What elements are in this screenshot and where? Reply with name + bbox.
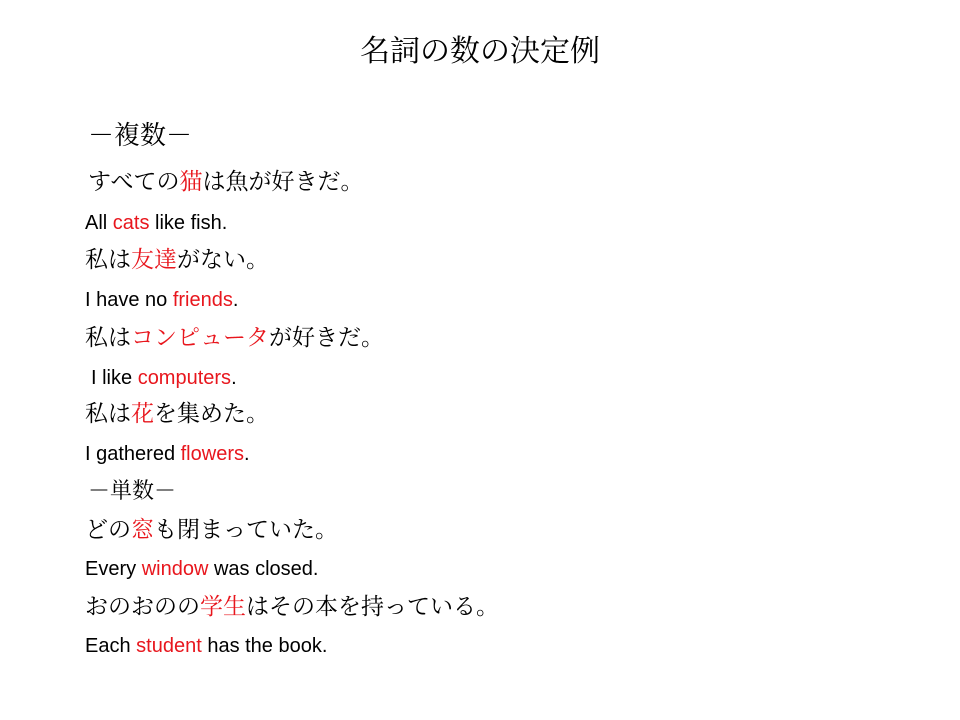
en-text: Each [85, 635, 137, 657]
jp-text: は魚が好きだ。 [202, 169, 364, 195]
en-text: All [85, 212, 113, 234]
jp-highlight-noun: 学生 [200, 594, 246, 620]
jp-text: も閉まっていた。 [154, 517, 338, 543]
jp-text: どの [85, 517, 131, 543]
example-5-japanese [85, 514, 338, 546]
en-highlight-noun: flowers [180, 443, 244, 465]
example-2-english [85, 286, 238, 314]
example-1-japanese [88, 166, 364, 198]
example-4-japanese [85, 398, 269, 430]
en-highlight-noun: window [141, 558, 209, 580]
jp-text: すべての [88, 169, 180, 195]
jp-highlight-noun: 友達 [131, 247, 177, 273]
en-text: was closed. [208, 558, 319, 580]
en-highlight-noun: cats [112, 212, 150, 234]
en-highlight-noun: computers [137, 367, 232, 389]
example-3-english [91, 364, 237, 392]
jp-text: がない。 [177, 247, 269, 273]
singular-heading: －単数－ [88, 479, 177, 504]
slide-title: 名詞の数の決定例 [360, 34, 600, 69]
jp-text: が好きだ。 [269, 325, 384, 351]
en-text: I like [91, 367, 138, 389]
jp-highlight-noun: 窓 [131, 517, 154, 543]
plural-heading: －複数－ [88, 121, 193, 151]
example-1-english [85, 209, 227, 237]
jp-text: を集めた。 [154, 401, 269, 427]
example-4-english [85, 440, 250, 468]
en-text: . [232, 289, 239, 311]
en-text: has the book. [201, 635, 328, 657]
jp-text: おのおのの [85, 594, 200, 620]
example-3-japanese [85, 322, 384, 354]
jp-highlight-noun: コンピュータ [131, 325, 269, 351]
jp-highlight-noun: 花 [131, 401, 154, 427]
en-text: . [231, 367, 237, 389]
example-6-japanese [85, 591, 499, 623]
jp-text: 私は [85, 325, 131, 351]
jp-text: 私は [85, 247, 131, 273]
en-highlight-noun: student [136, 635, 202, 657]
en-text: like fish. [149, 212, 228, 234]
example-6-english [85, 632, 327, 660]
example-2-japanese [85, 244, 269, 276]
en-text: I have no [85, 289, 173, 311]
example-5-english [85, 555, 318, 583]
en-text: I gathered [85, 443, 181, 465]
jp-text: はその本を持っている。 [246, 594, 499, 620]
en-highlight-noun: friends [172, 289, 233, 311]
jp-highlight-noun: 猫 [179, 169, 203, 195]
en-text: Every [85, 558, 142, 580]
en-text: . [243, 443, 250, 465]
jp-text: 私は [85, 401, 131, 427]
